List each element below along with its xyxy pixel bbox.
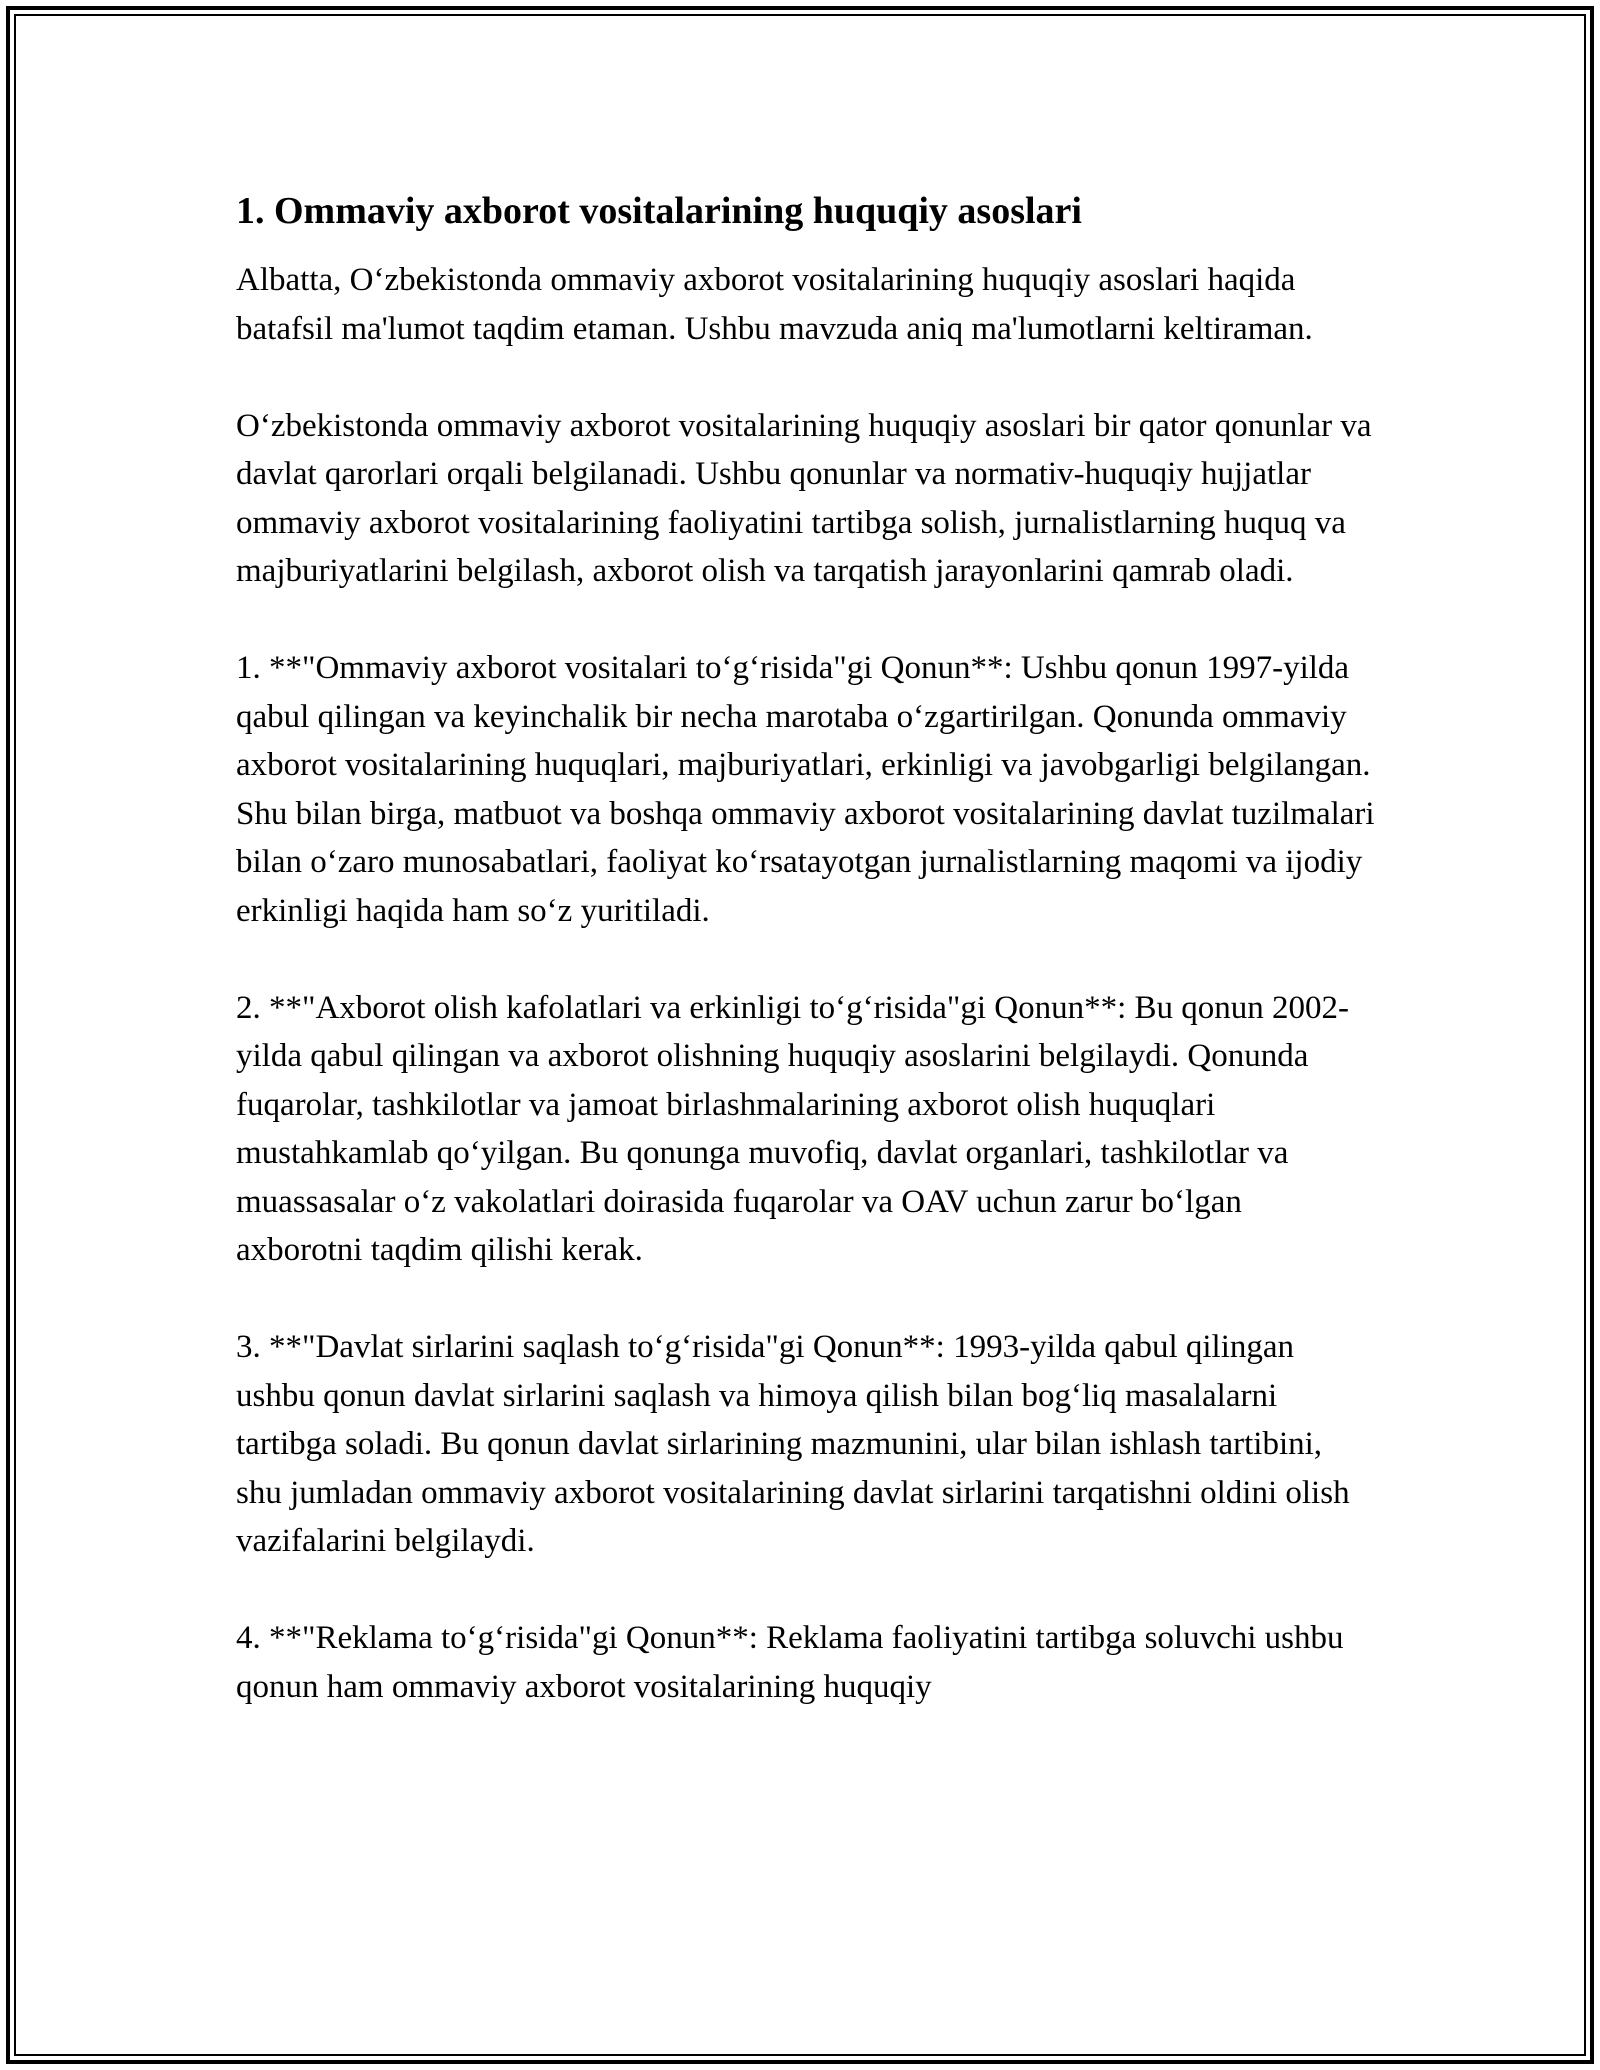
document-body	[236, 186, 1376, 1711]
paragraph-overview: Oʻzbekistonda ommaviy axborot vositalarining huquqiy asoslari bir qator qonunlar va davlat qarorlari orqali belgilanadi. Ushbu qonunlar va normativ-huquqiy hujjatlar ommaviy axborot vositalarining faoliyatini tartibga solish, jurnalistlarning huquq va majburiyatlarini belgilash, axborot olish va tarqatish jarayonlarini qamrab oladi.	[236, 407, 1372, 589]
paragraph-law-4: 4. **"Reklama toʻgʻrisida"gi Qonun**: Reklama faoliyatini tartibga soluvchi ushbu qonun ham ommaviy axborot vositalarining huquqiy	[236, 1620, 1344, 1705]
paragraph-intro: Albatta, Oʻzbekistonda ommaviy axborot vositalarining huquqiy asoslari haqida batafsil ma'lumot taqdim etaman. Ushbu mavzuda aniq ma'lumotlarni keltiraman.	[236, 262, 1313, 347]
paragraph-law-2: 2. **"Axborot olish kafolatlari va erkinligi toʻgʻrisida"gi Qonun**: Bu qonun 2002-yilda qabul qilingan va axborot olishning huquqiy asoslarini belgilaydi. Qonunda fuqarolar, tashkilotlar va jamoat birlashmalarining axborot olish huquqlari mustahkamlab qoʻyilgan. Bu qonunga muvofiq, davlat organlari, tashkilotlar va muassasalar oʻz vakolatlari doirasida fuqarolar va OAV uchun zarur boʻlgan axborotni taqdim qilishi kerak.	[236, 989, 1350, 1268]
document-title: 1. Ommaviy axborot vositalarining huquqiy asoslari	[236, 190, 1082, 232]
paragraph-law-1: 1. **"Ommaviy axborot vositalari toʻgʻrisida"gi Qonun**: Ushbu qonun 1997-yilda qabul qilingan va keyinchalik bir necha marotaba oʻzgartirilgan. Qonunda ommaviy axborot vositalarining huquqlari, majburiyatlari, erkinligi va javobgarligi belgilangan. Shu bilan birga, matbuot va boshqa ommaviy axborot vositalarining davlat tuzilmalari bilan oʻzaro munosabatlari, faoliyat koʻrsatayotgan jurnalistlarning maqomi va ijodiy erkinligi haqida ham soʻz yuritiladi.	[236, 650, 1375, 929]
paragraph-law-3: 3. **"Davlat sirlarini saqlash toʻgʻrisida"gi Qonun**: 1993-yilda qabul qilingan ushbu qonun davlat sirlarini saqlash va himoya qilish bilan bogʻliq masalalarni tartibga soladi. Bu qonun davlat sirlarining mazmunini, ular bilan ishlash tartibini, shu jumladan ommaviy axborot vositalarining davlat sirlarini tarqatishni oldini olish vazifalarini belgilaydi.	[236, 1329, 1350, 1559]
